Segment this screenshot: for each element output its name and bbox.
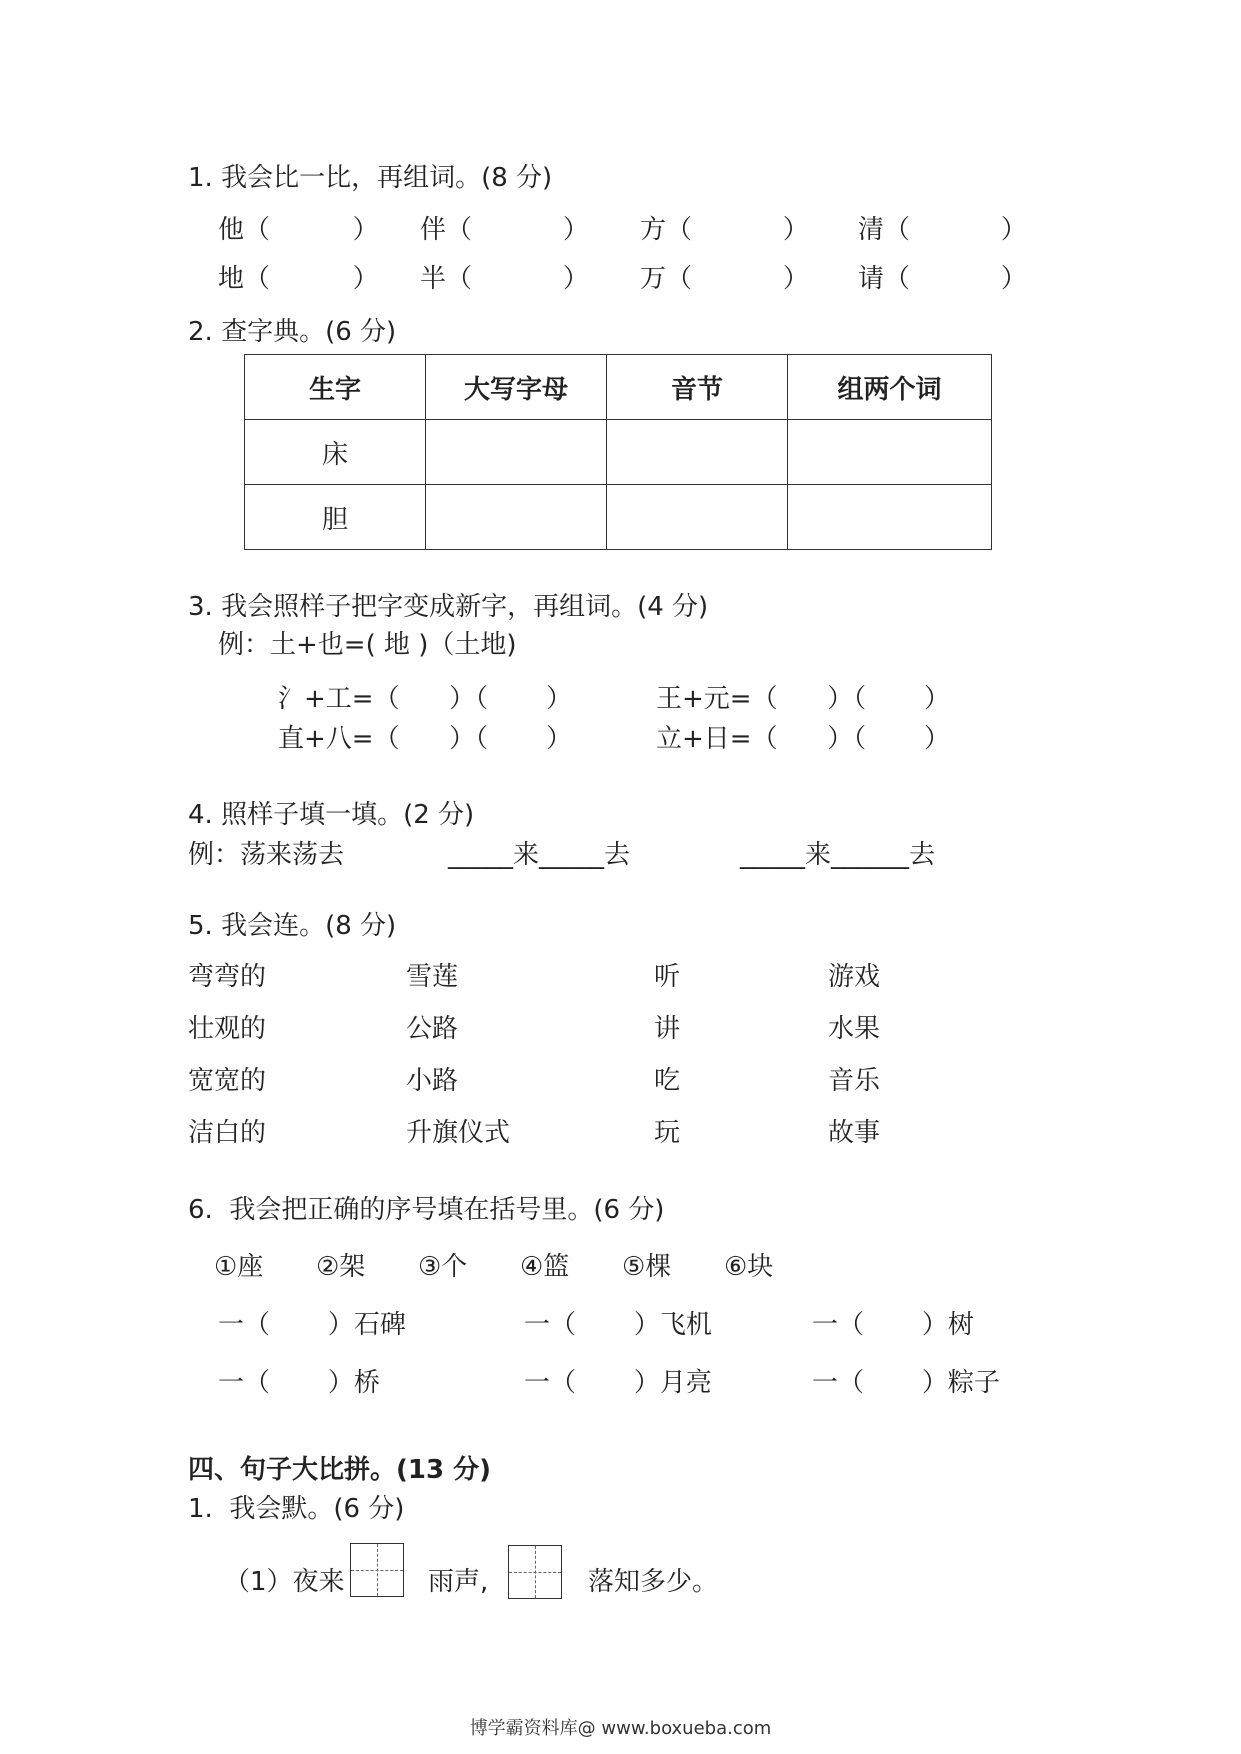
q5-word[interactable]: 故事 bbox=[828, 1118, 881, 1148]
q6-item: 一（ ）月亮 bbox=[524, 1368, 712, 1398]
q6-item: 一（ ）桥 bbox=[218, 1368, 380, 1398]
q5-word[interactable]: 小路 bbox=[406, 1066, 459, 1096]
poem-line-mid: 雨声, bbox=[428, 1567, 489, 1597]
header-cell: 大写字母 bbox=[426, 355, 607, 420]
q1-row1-item: 伴（ ） bbox=[420, 215, 589, 245]
q1-row1-item: 清（ ） bbox=[858, 215, 1027, 245]
q6-item: 一（ ）飞机 bbox=[524, 1310, 712, 1340]
table-cell: 床 bbox=[245, 420, 426, 485]
q5-word[interactable]: 听 bbox=[654, 962, 681, 992]
tianzi-box[interactable] bbox=[350, 1543, 404, 1597]
q5-word[interactable]: 讲 bbox=[654, 1014, 681, 1044]
q5-word[interactable]: 洁白的 bbox=[188, 1118, 267, 1148]
q6-option: ③个 bbox=[418, 1252, 468, 1282]
poem-line-end: 落知多少。 bbox=[588, 1567, 719, 1597]
q5-word[interactable]: 水果 bbox=[828, 1014, 881, 1044]
q6-title: 6. 我会把正确的序号填在括号里。(6 分) bbox=[188, 1195, 665, 1225]
answer-cell[interactable] bbox=[607, 420, 788, 485]
q3-title: 3. 我会照样子把字变成新字，再组词。(4 分) bbox=[188, 592, 709, 622]
q4-example: 例：荡来荡去 bbox=[188, 840, 345, 870]
q5-word[interactable]: 弯弯的 bbox=[188, 962, 267, 992]
q1-row2-item: 半（ ） bbox=[420, 264, 589, 294]
q5-title: 5. 我会连。(8 分) bbox=[188, 911, 397, 941]
q5-word[interactable]: 雪莲 bbox=[406, 962, 459, 992]
poem-line-prefix: （1）夜来 bbox=[224, 1567, 345, 1597]
q5-word[interactable]: 游戏 bbox=[828, 962, 881, 992]
table-header-row bbox=[245, 355, 992, 420]
q4-blank[interactable]: _____来_____去 bbox=[448, 840, 631, 870]
q6-option: ④篮 bbox=[520, 1252, 570, 1282]
q1-row2-item: 万（ ） bbox=[640, 264, 809, 294]
q5-word[interactable]: 音乐 bbox=[828, 1066, 881, 1096]
q3-item: 氵+工=（ ）（ ） bbox=[278, 684, 573, 714]
q5-word[interactable]: 壮观的 bbox=[188, 1014, 267, 1044]
q5-word[interactable]: 公路 bbox=[406, 1014, 459, 1044]
q1-row2-item: 地（ ） bbox=[218, 264, 379, 294]
answer-cell[interactable] bbox=[788, 420, 992, 485]
q4-blank[interactable]: _____来______去 bbox=[740, 840, 936, 870]
q6-option: ①座 bbox=[214, 1252, 264, 1282]
footer-watermark: 博学霸资料库@ www.boxueba.com bbox=[469, 1718, 772, 1739]
table-row bbox=[245, 485, 992, 550]
q1-row1-item: 他（ ） bbox=[218, 215, 379, 245]
dictionary-table bbox=[244, 354, 992, 550]
q3-item: 王+元=（ ）（ ） bbox=[656, 684, 951, 714]
answer-cell[interactable] bbox=[607, 485, 788, 550]
q6-item: 一（ ）粽子 bbox=[812, 1368, 1000, 1398]
q1-row1-item: 方（ ） bbox=[640, 215, 809, 245]
q4-title: 4. 照样子填一填。(2 分) bbox=[188, 800, 475, 830]
q5-word[interactable]: 宽宽的 bbox=[188, 1066, 267, 1096]
q6-option: ⑤棵 bbox=[622, 1252, 672, 1282]
header-cell: 音节 bbox=[607, 355, 788, 420]
q5-word[interactable]: 升旗仪式 bbox=[406, 1118, 511, 1148]
table-row bbox=[245, 420, 992, 485]
q2-title: 2. 查字典。(6 分) bbox=[188, 317, 397, 347]
answer-cell[interactable] bbox=[788, 485, 992, 550]
section4-q1-title: 1. 我会默。(6 分) bbox=[188, 1494, 405, 1524]
q6-item: 一（ ）石碑 bbox=[218, 1310, 406, 1340]
q3-item: 直+八=（ ）（ ） bbox=[278, 724, 573, 754]
header-cell: 组两个词 bbox=[788, 355, 992, 420]
q6-option: ②架 bbox=[316, 1252, 366, 1282]
q5-word[interactable]: 吃 bbox=[654, 1066, 681, 1096]
q1-title: 1. 我会比一比，再组词。(8 分) bbox=[188, 163, 553, 193]
q5-word[interactable]: 玩 bbox=[654, 1118, 681, 1148]
q1-row2-item: 请（ ） bbox=[858, 264, 1027, 294]
answer-cell[interactable] bbox=[426, 485, 607, 550]
answer-cell[interactable] bbox=[426, 420, 607, 485]
q3-example: 例：土+也=( 地 )（土地) bbox=[218, 630, 517, 660]
q6-option: ⑥块 bbox=[724, 1252, 774, 1282]
header-cell: 生字 bbox=[245, 355, 426, 420]
tianzi-box[interactable] bbox=[508, 1545, 562, 1599]
q3-item: 立+日=（ ）（ ） bbox=[656, 724, 951, 754]
section4-title: 四、句子大比拼。(13 分) bbox=[188, 1455, 491, 1485]
table-cell: 胆 bbox=[245, 485, 426, 550]
q6-item: 一（ ）树 bbox=[812, 1310, 974, 1340]
